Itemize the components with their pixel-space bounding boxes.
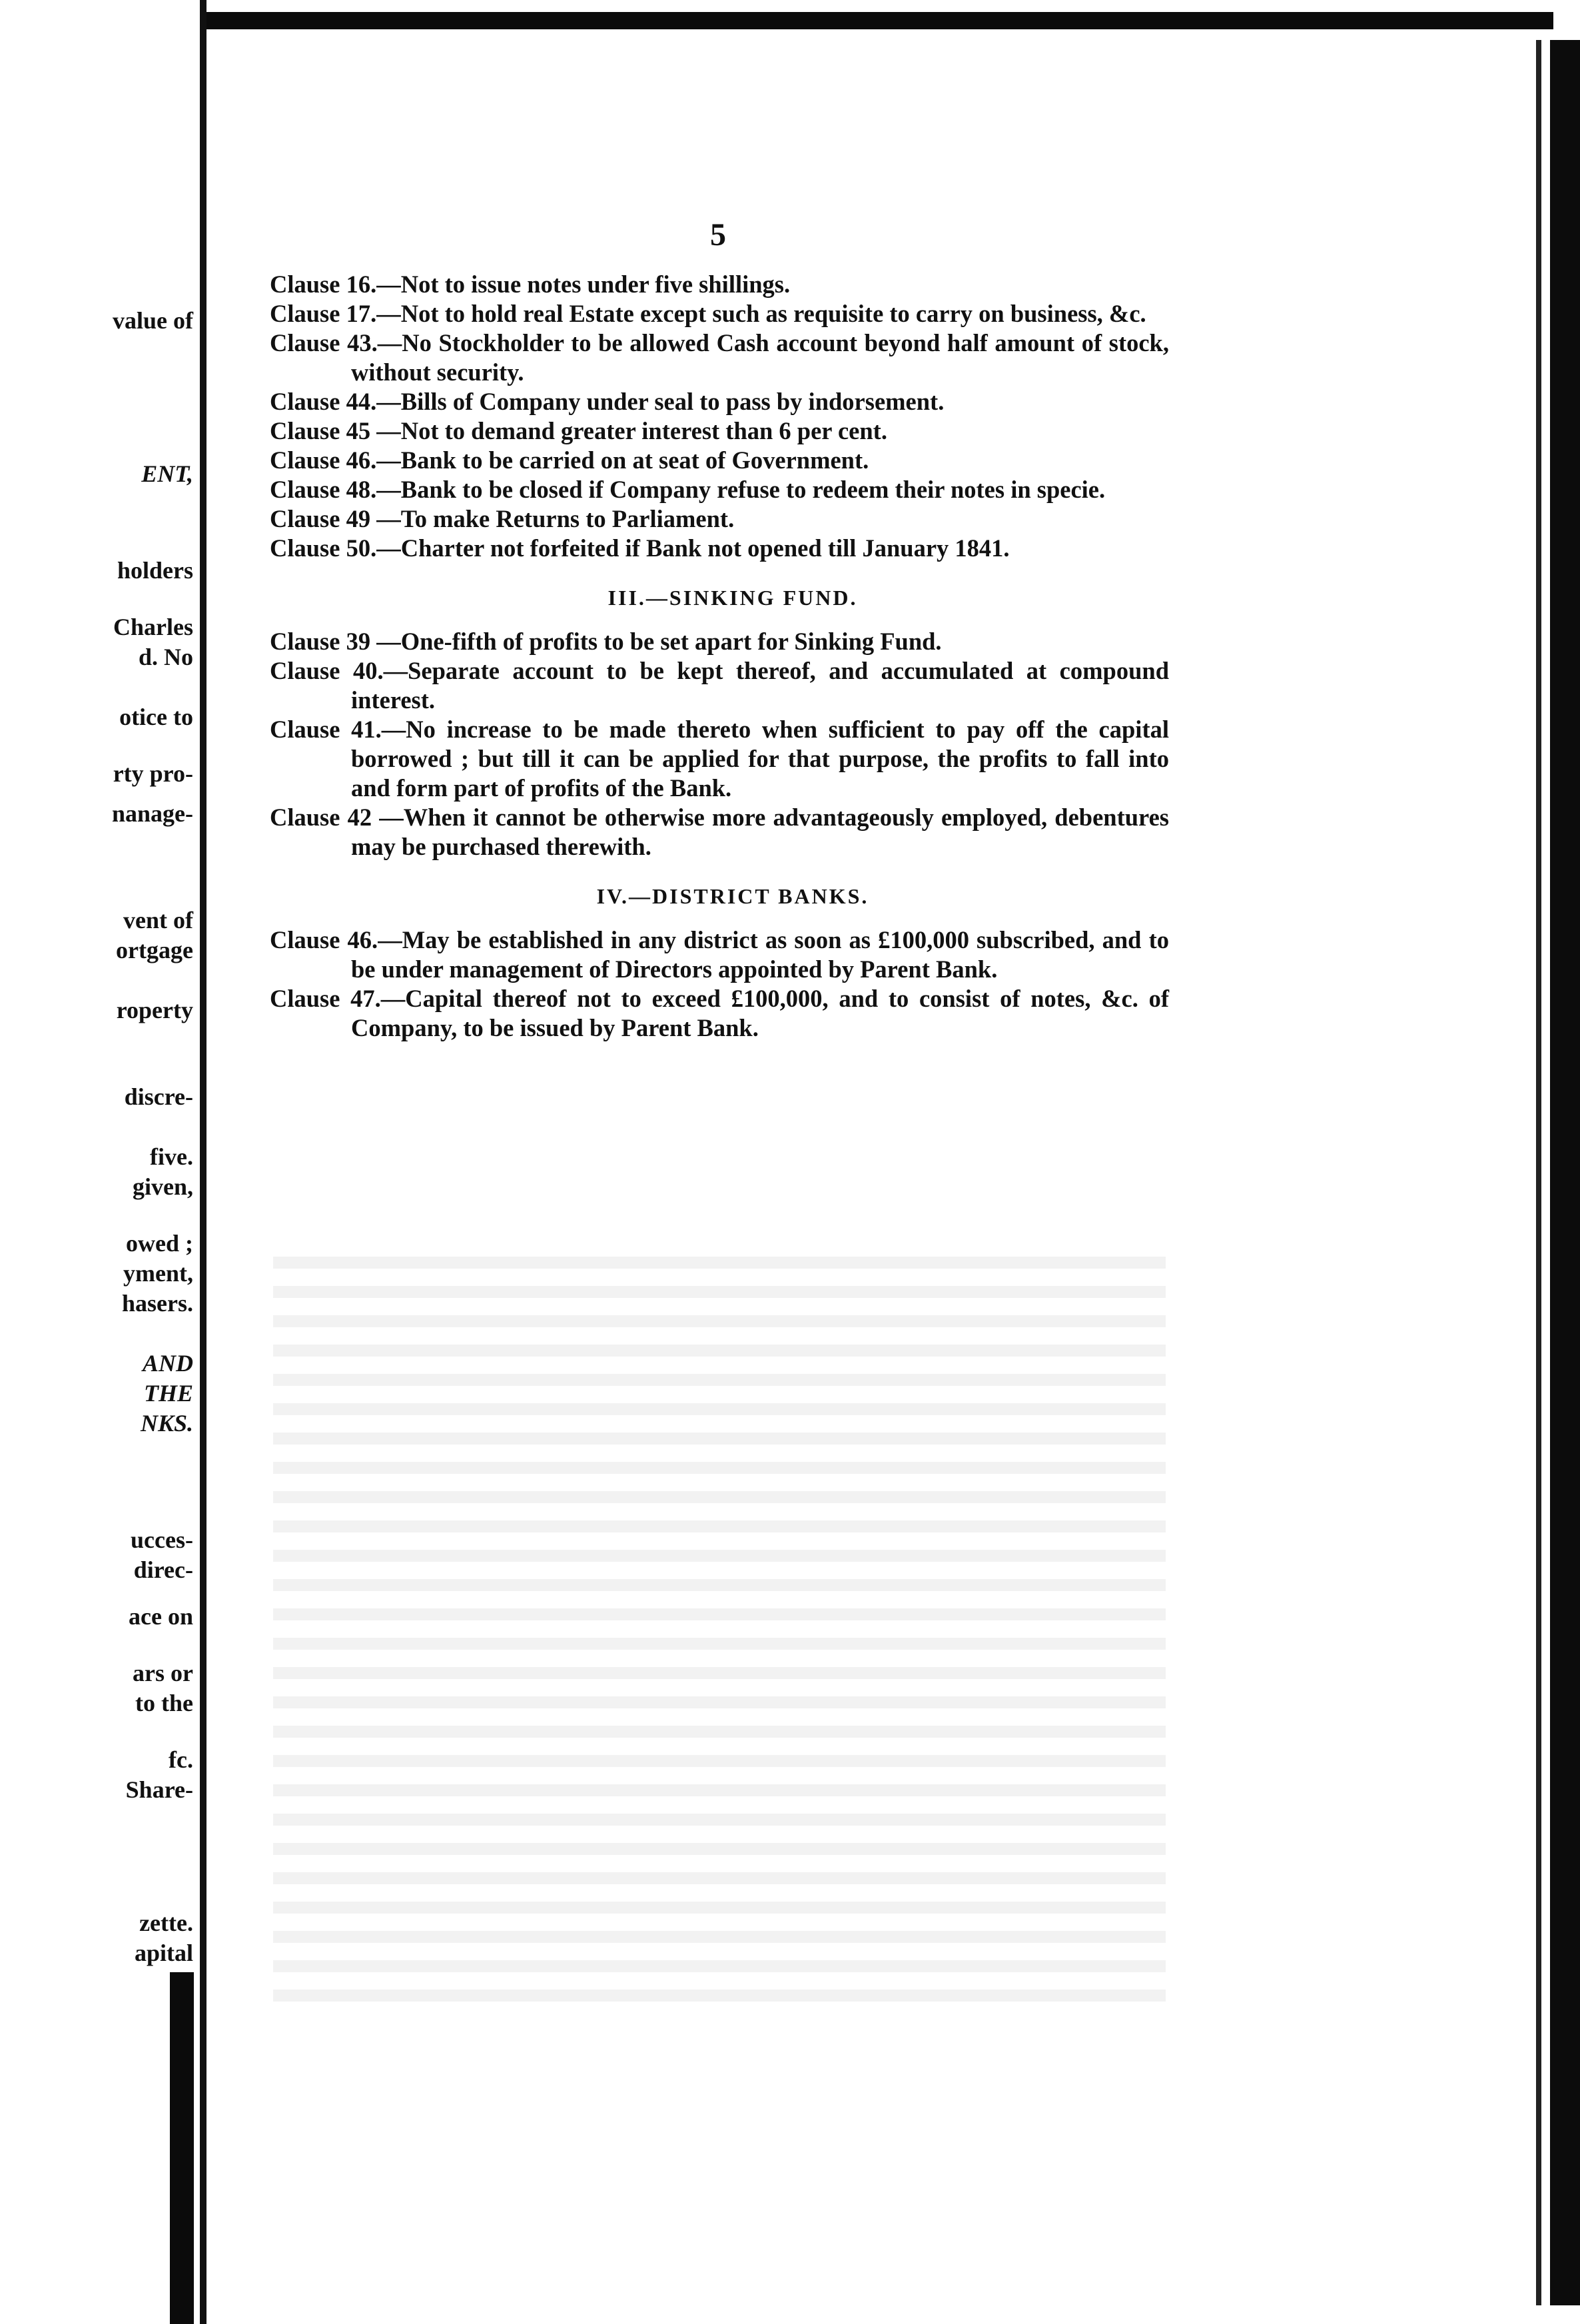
clause-text: —Bank to be closed if Company refuse to redeem their notes in specie. xyxy=(376,476,1106,503)
clause-label: Clause 50. xyxy=(270,534,377,562)
clause-label: Clause 48. xyxy=(270,476,377,503)
facing-page-fragments xyxy=(0,0,193,2324)
facing-page-fragment: zette. xyxy=(139,1910,193,1936)
clauses-sinking-fund xyxy=(270,627,1169,862)
clause-label: Clause 42 xyxy=(270,804,372,831)
clause-label: Clause 44. xyxy=(270,388,377,415)
clause-item xyxy=(270,656,1169,715)
facing-page-fragment: five. xyxy=(150,1143,193,1170)
facing-page-fragment: direc- xyxy=(133,1556,193,1583)
clause-label: Clause 16. xyxy=(270,271,377,298)
clause-item xyxy=(270,534,1169,563)
clause-label: Clause 46. xyxy=(270,446,377,474)
clause-text: —Charter not forfeited if Bank not opened till January 1841. xyxy=(376,534,1010,562)
facing-page-fragment: ars or xyxy=(133,1660,193,1686)
page-body xyxy=(270,270,1169,1043)
clause-text: —Separate account to be kept thereof, and accumulated at compound interest. xyxy=(351,657,1169,714)
facing-page-fragment: apital xyxy=(134,1940,193,1966)
clause-label: Clause 39 xyxy=(270,628,371,655)
facing-page-fragment: THE xyxy=(143,1380,193,1407)
clause-text: —Bank to be carried on at seat of Government. xyxy=(376,446,869,474)
clause-label: Clause 41. xyxy=(270,716,382,743)
clause-text: —Capital thereof not to exceed £100,000, and to consist of notes, &c. of Company, to be issued by Parent Bank. xyxy=(351,985,1169,1041)
clause-text: —One-fifth of profits to be set apart for Sinking Fund. xyxy=(370,628,942,655)
facing-page-fragment: ortgage xyxy=(116,937,193,963)
clause-item xyxy=(270,475,1169,504)
facing-page-fragment: given, xyxy=(132,1173,193,1200)
page-top-shadow xyxy=(200,12,1553,29)
clause-text: —No increase to be made thereto when sufficient to pay off the capital borrowed ; but till it can be applied for that purpose, the profits to fall into and form part of profits of the Bank. xyxy=(351,716,1169,802)
clause-text: —Not to issue notes under five shillings. xyxy=(376,271,791,298)
clause-item xyxy=(270,627,1169,656)
section-heading-sinking-fund: III.—SINKING FUND. xyxy=(607,586,858,610)
facing-page-fragment: owed ; xyxy=(126,1230,193,1257)
facing-page-fragment: value of xyxy=(113,307,193,334)
clause-item xyxy=(270,984,1169,1043)
facing-page-fragment: holders xyxy=(117,557,193,584)
facing-page-fragment: AND xyxy=(142,1350,193,1377)
clause-text: —When it cannot be otherwise more advantageously employed, debentures may be purchased therewith. xyxy=(351,804,1169,860)
clause-item xyxy=(270,803,1169,862)
clause-item xyxy=(270,416,1169,446)
facing-page-fragment: rty pro- xyxy=(113,760,193,787)
clause-label: Clause 17. xyxy=(270,300,377,327)
clause-item xyxy=(270,328,1169,387)
clause-item xyxy=(270,504,1169,534)
facing-page-fragment: hasers. xyxy=(122,1290,193,1317)
clause-label: Clause 40. xyxy=(270,657,384,684)
clause-text: —To make Returns to Parliament. xyxy=(370,505,735,532)
facing-page-fragment: to the xyxy=(135,1690,193,1716)
right-page-edge-line xyxy=(1536,40,1541,2305)
clauses-part1 xyxy=(270,270,1169,563)
facing-page-fragment: nanage- xyxy=(111,800,193,827)
facing-page-fragment: fc. xyxy=(169,1746,193,1773)
clause-text: —May be established in any district as soon as £100,000 subscribed, and to be under management of Directors appointed by Parent Bank. xyxy=(351,926,1169,983)
show-through-text xyxy=(273,1239,1166,2006)
clause-item xyxy=(270,925,1169,984)
facing-page-fragment: Share- xyxy=(125,1776,193,1803)
clause-text: —Not to demand greater interest than 6 per cent. xyxy=(370,417,887,444)
clause-item xyxy=(270,446,1169,475)
facing-page-fragment: NKS. xyxy=(140,1410,193,1437)
clause-text: —No Stockholder to be allowed Cash account beyond half amount of stock, without security. xyxy=(351,329,1169,386)
facing-page-fragment: d. No xyxy=(138,644,193,670)
clause-text: —Not to hold real Estate except such as requisite to carry on business, &c. xyxy=(376,300,1146,327)
clause-label: Clause 43. xyxy=(270,329,378,356)
clause-item xyxy=(270,270,1169,299)
facing-page-fragment: vent of xyxy=(123,907,193,933)
clause-label: Clause 45 xyxy=(270,417,371,444)
facing-page-fragment: ENT, xyxy=(141,460,193,487)
facing-page-fragment: otice to xyxy=(119,704,193,730)
facing-page-fragment: Charles xyxy=(113,614,193,640)
clause-label: Clause 46. xyxy=(270,926,378,953)
clause-label: Clause 47. xyxy=(270,985,381,1012)
facing-page-fragment: discre- xyxy=(124,1083,193,1110)
clause-label: Clause 49 xyxy=(270,505,371,532)
clause-item xyxy=(270,299,1169,328)
facing-page-fragment: roperty xyxy=(116,997,193,1023)
right-page-edge xyxy=(1550,40,1580,2305)
clause-text: —Bills of Company under seal to pass by indorsement. xyxy=(376,388,945,415)
page-number: 5 xyxy=(710,217,726,253)
clause-item xyxy=(270,715,1169,803)
section-heading-district-banks: IV.—DISTRICT BANKS. xyxy=(596,884,869,908)
facing-page-fragment: ace on xyxy=(129,1603,193,1630)
clauses-district-banks xyxy=(270,925,1169,1043)
gutter-edge xyxy=(200,0,206,2324)
facing-page-fragment: yment, xyxy=(123,1260,193,1287)
clause-item xyxy=(270,387,1169,416)
facing-page-fragment: ucces- xyxy=(131,1526,193,1553)
